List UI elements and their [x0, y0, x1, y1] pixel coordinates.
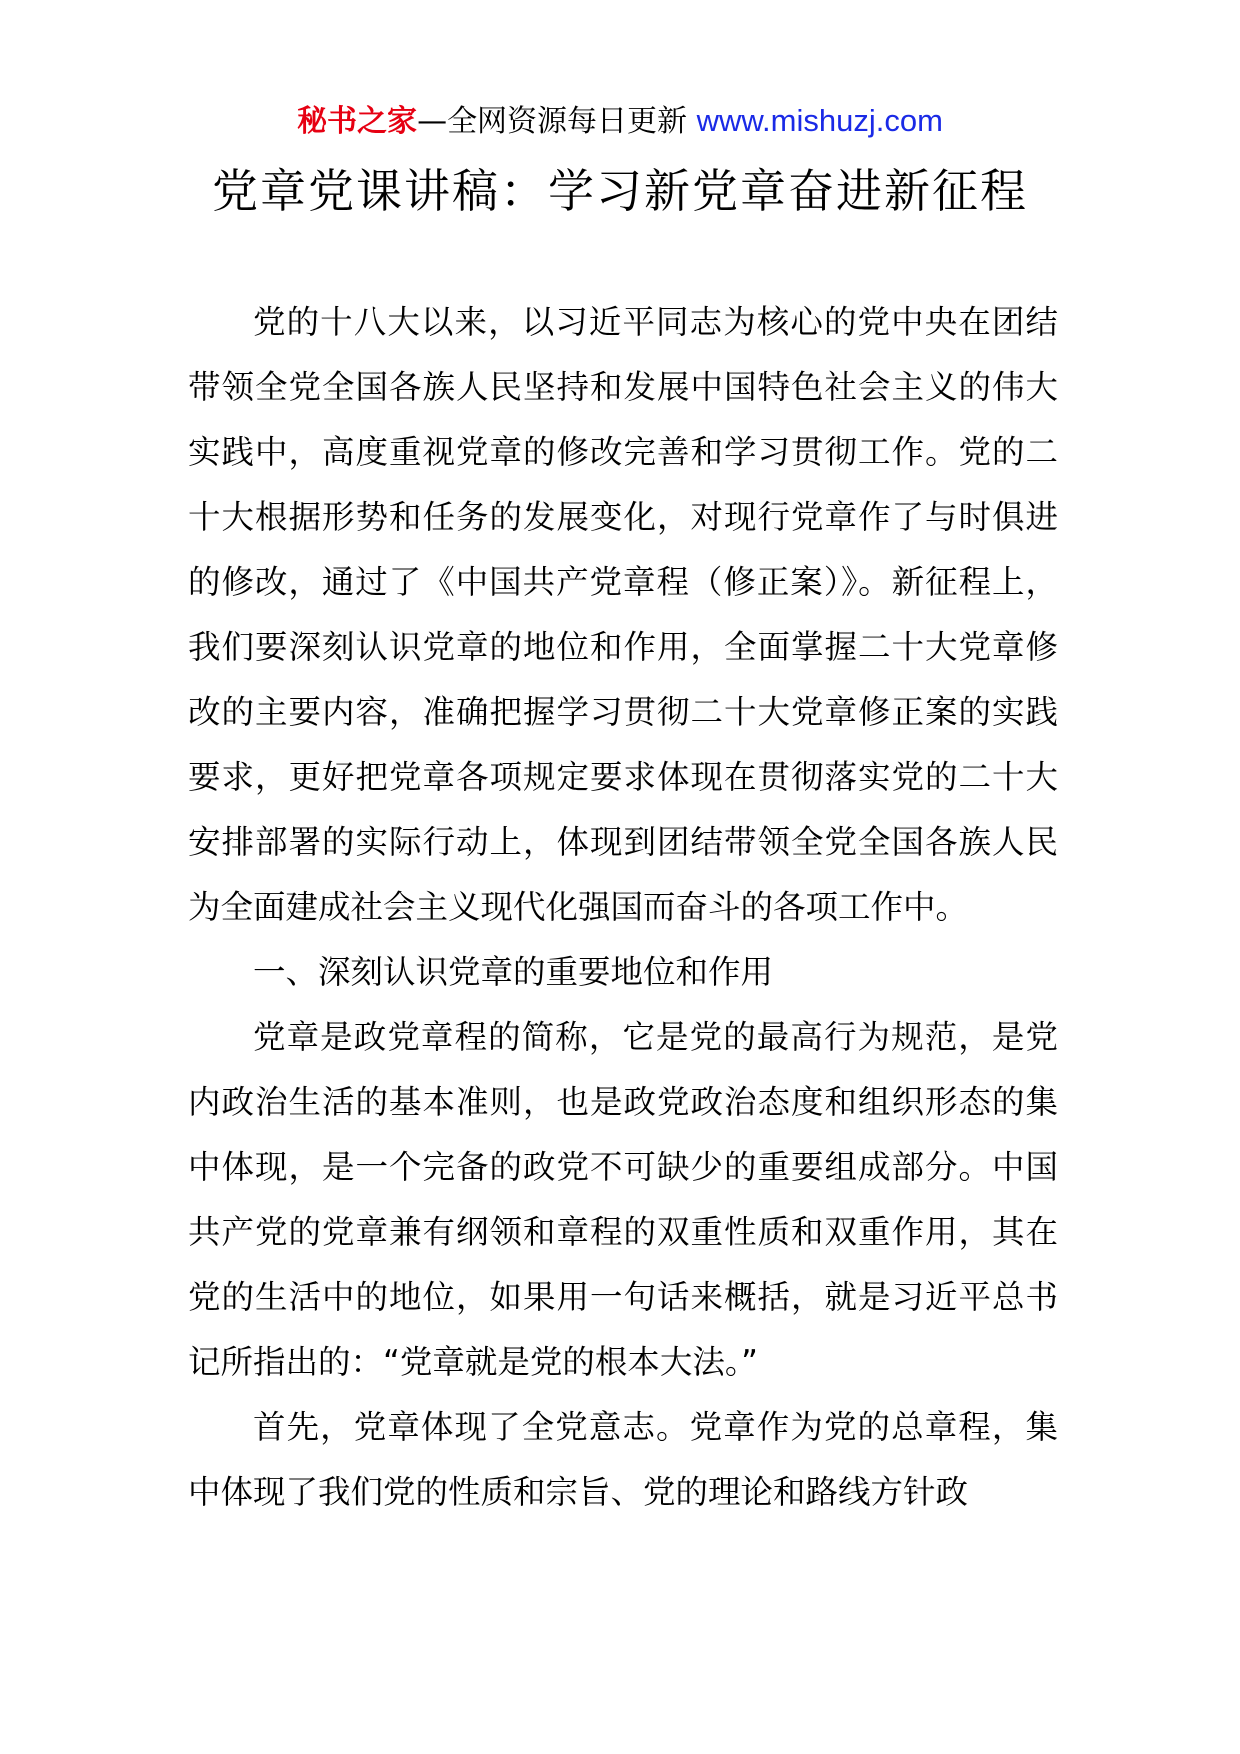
paragraph-first-point: 首先，党章体现了全党意志。党章作为党的总章程，集中体现了我们党的性质和宗旨、党的理论和路线方针政	[188, 1408, 1058, 1511]
watermark-header	[0, 98, 1240, 145]
header-tagline: —全网资源每日更新	[417, 104, 688, 139]
paragraph-intro: 党的十八大以来，以习近平同志为核心的党中央在团结带领全党全国各族人民坚持和发展中国特色社会主义的伟大实践中，高度重视党章的修改完善和学习贯彻工作。党的二十大根据形势和任务的发展变化，对现行党章作了与时俱进的修改，通过了《中国共产党章程（修正案）》。新征程上，我们要深刻认识党章的地位和作用，全面掌握二十大党章修改的主要内容，准确把握学习贯彻二十大党章修正案的实践要求，更好把党章各项规定要求体现在贯彻落实党的二十大安排部署的实际行动上，体现到团结带领全党全国各族人民为全面建成社会主义现代化强国而奋斗的各项工作中。	[188, 303, 1058, 926]
paragraph-party-constitution: 党章是政党章程的简称，它是党的最高行为规范，是党内政治生活的基本准则，也是政党政治态度和组织形态的集中体现，是一个完备的政党不可缺少的重要组成部分。中国共产党的党章兼有纲领和章程的双重性质和双重作用，其在党的生活中的地位，如果用一句话来概括，就是习近平总书记所指出的：“党章就是党的根本大法。”	[188, 1018, 1058, 1381]
document-title: 党章党课讲稿：学习新党章奋进新征程	[212, 164, 1028, 218]
brand-name: 秘书之家	[297, 104, 418, 139]
document-body	[188, 290, 1058, 1525]
section-heading: 一、深刻认识党章的重要地位和作用	[253, 953, 774, 991]
site-url-link[interactable]: www.mishuzj.com	[696, 103, 943, 138]
